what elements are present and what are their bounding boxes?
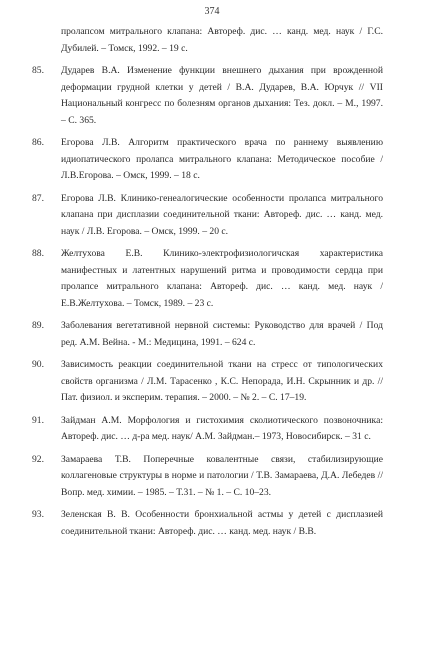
reference-item (0, 246, 424, 312)
reference-text: Егорова Л.В. Клинико-генеалогические особенности пролапса митрального клапана при дисплазии соединительной ткани: Автореф. дис. … канд. мед. наук / Л.В. Егорова. – Омск, 1999. – 20 с. (61, 192, 383, 237)
reference-text: Желтухова Е.В. Клинико-электрофизиологичская характеристика манифестных и латентных нарушений ритма и проводимости сердца при пролапсе митрального клапана: Автореф. дис. … канд. мед. наук / Е.В.Желтухова. – Томск, 1989. – 23 с. (61, 248, 383, 309)
reference-continuation (0, 24, 424, 57)
reference-item (0, 63, 424, 129)
reference-item (0, 191, 424, 241)
reference-text: Дударев В.А. Изменение функции внешнего дыхания при врожденной деформации грудной клетки у детей / В.А. Дударев, В.А. Юрчук // VII Национальный конгресс по болезням органов дыхания: Тез. докл. – М., 1997. – С. 365. (61, 65, 383, 126)
reference-number: 86. (32, 137, 44, 148)
reference-item (0, 507, 424, 540)
reference-text: Замараева Т.В. Поперечные ковалентные связи, стабилизирующие коллагеновые структуры в норме и патологии / Т.В. Замараева, Д.А. Лебедев // Вопр. мед. химии. – 1985. – Т.31. – № 1. – С. 10–23. (61, 453, 383, 498)
reference-number: 89. (32, 320, 44, 331)
reference-item (0, 357, 424, 407)
reference-text: Заболевания вегетативной нервной системы: Руководство для врачей / Под ред. А.М. Вейна. - М.: Медицина, 1991. – 624 с. (61, 320, 383, 348)
reference-number: 88. (32, 248, 44, 259)
reference-number: 91. (32, 414, 44, 426)
reference-text: Зависимость реакции соединительной ткани на стресс от типологических свойств организма / Л.М. Тарасенко , К.С. Непорада, И.Н. Скрынник и др. // Пат. физиол. и эксперим. терапия. – 2000. – № 2. – С. 17–19. (61, 359, 383, 403)
reference-item (0, 318, 424, 351)
reference-item (0, 135, 424, 185)
reference-text: Зеленская В. В. Особенности бронхиальной астмы у детей с дисплазией соединительной ткани: Автореф. дис. … канд. мед. наук / В.В. (61, 509, 383, 537)
reference-text: Зайдман А.М. Морфология и гистохимия сколиотического позвоночника: Автореф. дис. … д-ра мед. наук/ А.М. Зайдман.– 1973, Новосибирск. – 31 с. (61, 414, 383, 442)
reference-number: 90. (32, 359, 44, 370)
reference-number: 85. (32, 65, 44, 76)
reference-number: 93. (32, 509, 44, 520)
reference-list (0, 24, 424, 546)
reference-number: 92. (32, 453, 44, 465)
reference-item (0, 452, 424, 502)
page-number: 374 (204, 6, 220, 17)
reference-number: 87. (32, 192, 44, 204)
reference-item (0, 413, 424, 446)
reference-text: Егорова Л.В. Алгоритм практического врача по раннему выявлению идиопатического пролапса митрального клапана: Методическое пособие / Л.В.Егорова. – Омск, 1999. – 18 с. (61, 137, 383, 181)
reference-text: пролапсом митрального клапана: Автореф. дис. … канд. мед. наук / Г.С. Дубилей. – Томск, 1992. – 19 с. (61, 26, 383, 54)
